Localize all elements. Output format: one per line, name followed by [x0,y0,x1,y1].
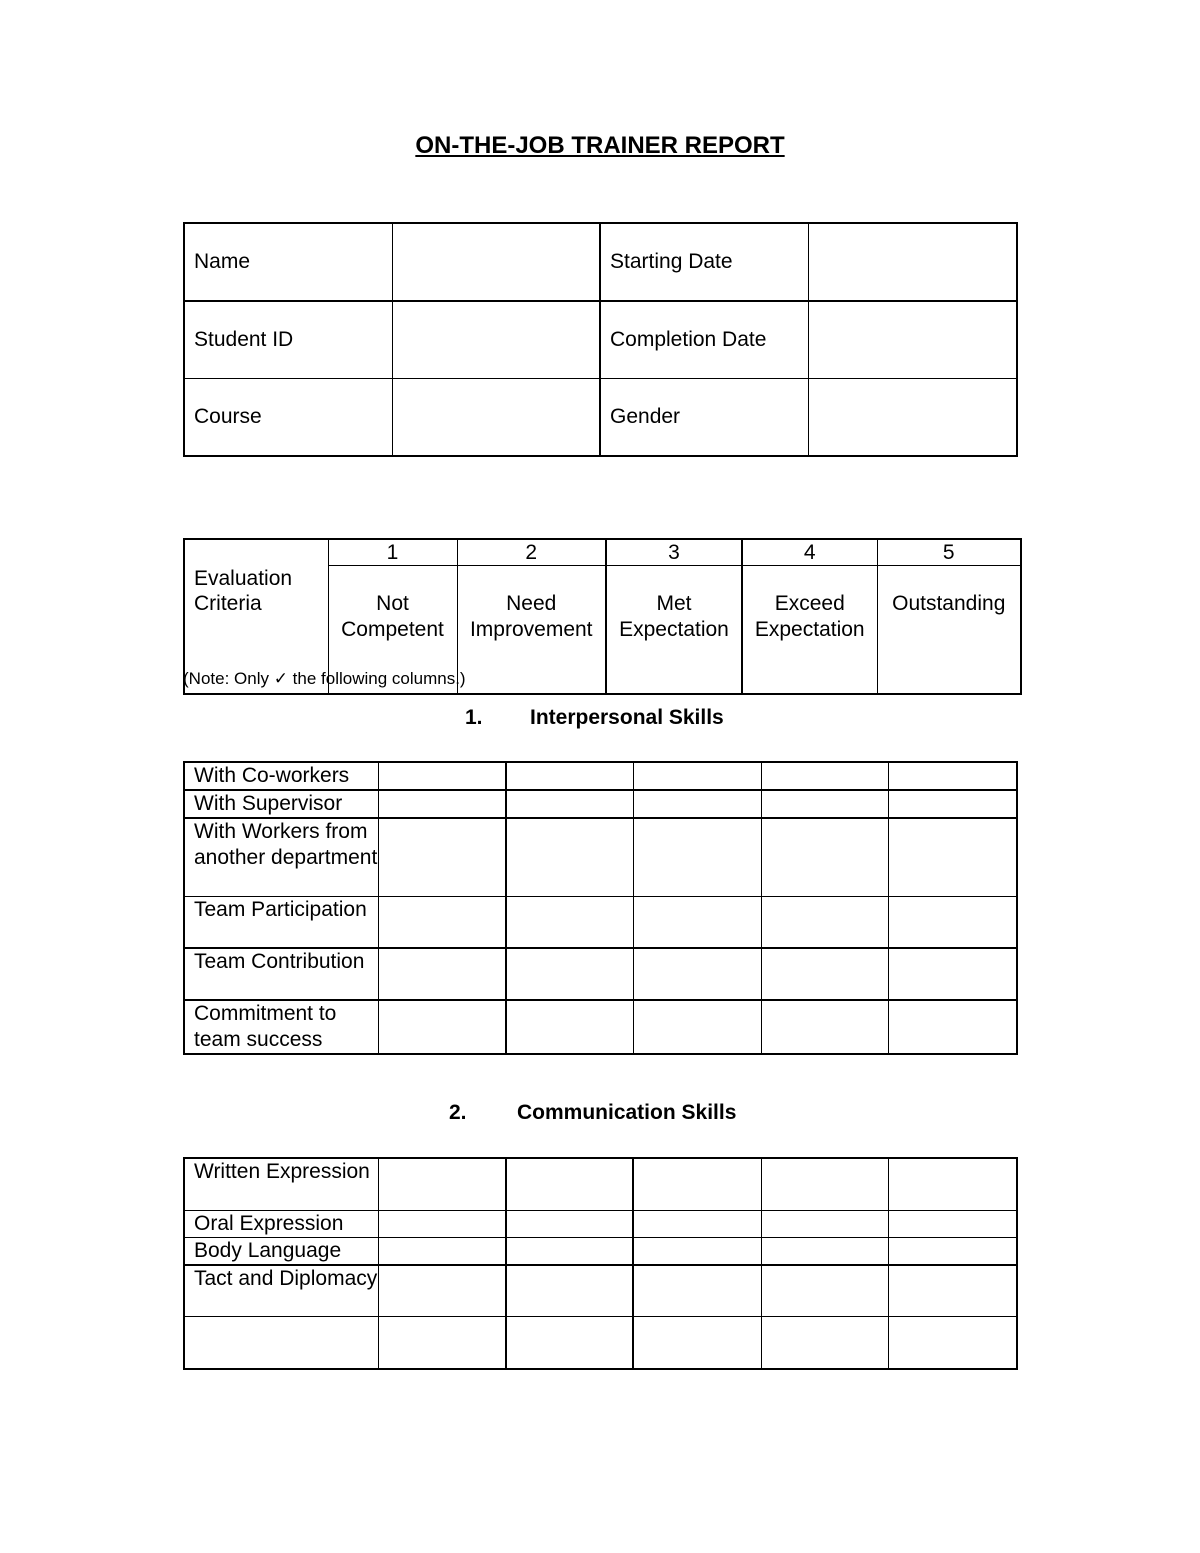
rating-cell[interactable] [506,1317,633,1369]
rating-cell[interactable] [378,1317,506,1369]
rating-cell[interactable] [888,818,1017,896]
rating-cell[interactable] [633,896,761,948]
rating-cell[interactable] [378,948,506,1000]
scale-number-5: 5 [877,539,1021,566]
rating-cell[interactable] [633,1317,761,1369]
course-field[interactable] [392,379,600,457]
rating-cell[interactable] [378,1265,506,1317]
table-row [184,790,1017,818]
skill-label: Commitment to team success [184,1000,378,1054]
rating-cell[interactable] [506,1237,633,1265]
rating-cell[interactable] [888,1237,1017,1265]
evaluation-criteria-label: Evaluation Criteria [184,539,328,694]
scale-label-2: Need Improvement [457,566,606,695]
gender-label: Gender [600,379,808,457]
rating-cell[interactable] [888,948,1017,1000]
rating-cell[interactable] [378,1158,506,1210]
table-row [184,1158,1017,1210]
rating-cell[interactable] [633,762,761,790]
skill-label: Body Language [184,1237,378,1265]
rating-cell[interactable] [888,896,1017,948]
rating-cell[interactable] [506,762,633,790]
table-row [184,1237,1017,1265]
table-row [184,818,1017,896]
student-id-label: Student ID [184,301,392,379]
scale-label-3: Met Expectation [606,566,742,695]
skill-label: With Supervisor [184,790,378,818]
name-label: Name [184,223,392,301]
rating-cell[interactable] [378,790,506,818]
rating-cell[interactable] [378,1000,506,1054]
note-prefix: (Note: Only [183,669,274,688]
checkmark-icon: ✓ [273,669,288,688]
student-info-table [183,222,1018,457]
rating-cell[interactable] [633,1000,761,1054]
interpersonal-skills-table [183,761,1018,1055]
scale-label-1: Not Competent [328,566,457,695]
checkmark-note [183,669,466,689]
skill-label: Team Participation [184,896,378,948]
scale-label-5: Outstanding [877,566,1021,695]
gender-field[interactable] [808,379,1017,457]
name-field[interactable] [392,223,600,301]
section-heading-interpersonal [0,706,1200,736]
table-row [184,1210,1017,1237]
section-number: 2. [449,1101,467,1124]
rating-cell[interactable] [888,1265,1017,1317]
rating-cell[interactable] [633,1158,761,1210]
skill-label [184,1317,378,1369]
scale-number-2: 2 [457,539,606,566]
section-title: Interpersonal Skills [530,706,724,729]
rating-cell[interactable] [888,1317,1017,1369]
rating-cell[interactable] [378,896,506,948]
course-label: Course [184,379,392,457]
table-row [184,1000,1017,1054]
section-heading-communication [0,1101,1200,1131]
skill-label: Tact and Diplomacy [184,1265,378,1317]
starting-date-label: Starting Date [600,223,808,301]
rating-cell[interactable] [761,1265,888,1317]
rating-cell[interactable] [761,948,888,1000]
rating-cell[interactable] [378,1237,506,1265]
rating-cell[interactable] [506,818,633,896]
completion-date-field[interactable] [808,301,1017,379]
scale-number-3: 3 [606,539,742,566]
rating-cell[interactable] [761,818,888,896]
rating-cell[interactable] [506,896,633,948]
page-title: ON-THE-JOB TRAINER REPORT [415,132,785,159]
skill-label: Written Expression [184,1158,378,1210]
note-suffix: the following columns.) [287,669,466,688]
scale-number-4: 4 [742,539,877,566]
rating-cell[interactable] [378,1210,506,1237]
rating-cell[interactable] [378,762,506,790]
info-row-student-id [184,301,1017,379]
section-number: 1. [465,706,483,729]
scale-number-1: 1 [328,539,457,566]
rating-cell[interactable] [633,790,761,818]
skill-label: With Workers from another department [184,818,378,896]
scale-label-4: Exceed Expectation [742,566,877,695]
rating-cell[interactable] [888,1158,1017,1210]
table-row [184,896,1017,948]
table-row [184,1317,1017,1369]
rating-cell[interactable] [633,818,761,896]
starting-date-field[interactable] [808,223,1017,301]
rating-cell[interactable] [506,1210,633,1237]
rating-cell[interactable] [506,790,633,818]
rating-cell[interactable] [506,948,633,1000]
rating-cell[interactable] [378,818,506,896]
rating-cell[interactable] [888,790,1017,818]
skill-label: Team Contribution [184,948,378,1000]
student-id-field[interactable] [392,301,600,379]
rating-cell[interactable] [633,948,761,1000]
completion-date-label: Completion Date [600,301,808,379]
rating-cell[interactable] [888,1210,1017,1237]
rating-cell[interactable] [761,790,888,818]
rating-cell[interactable] [761,1317,888,1369]
table-row [184,948,1017,1000]
table-row [184,762,1017,790]
rating-cell[interactable] [761,1158,888,1210]
rating-cell[interactable] [633,1210,761,1237]
rating-cell[interactable] [888,1000,1017,1054]
table-row [184,1265,1017,1317]
section-title: Communication Skills [517,1101,737,1124]
skill-label: Oral Expression [184,1210,378,1237]
communication-skills-table [183,1157,1018,1370]
rating-cell[interactable] [761,1210,888,1237]
rating-cell[interactable] [633,1265,761,1317]
info-row-course [184,379,1017,457]
rating-cell[interactable] [761,1237,888,1265]
skill-label: With Co-workers [184,762,378,790]
rating-cell[interactable] [761,896,888,948]
rating-cell[interactable] [633,1237,761,1265]
rating-cell[interactable] [506,1000,633,1054]
rating-cell[interactable] [761,762,888,790]
rating-cell[interactable] [506,1265,633,1317]
rating-cell[interactable] [888,762,1017,790]
rating-cell[interactable] [761,1000,888,1054]
rating-cell[interactable] [506,1158,633,1210]
info-row-name [184,223,1017,301]
